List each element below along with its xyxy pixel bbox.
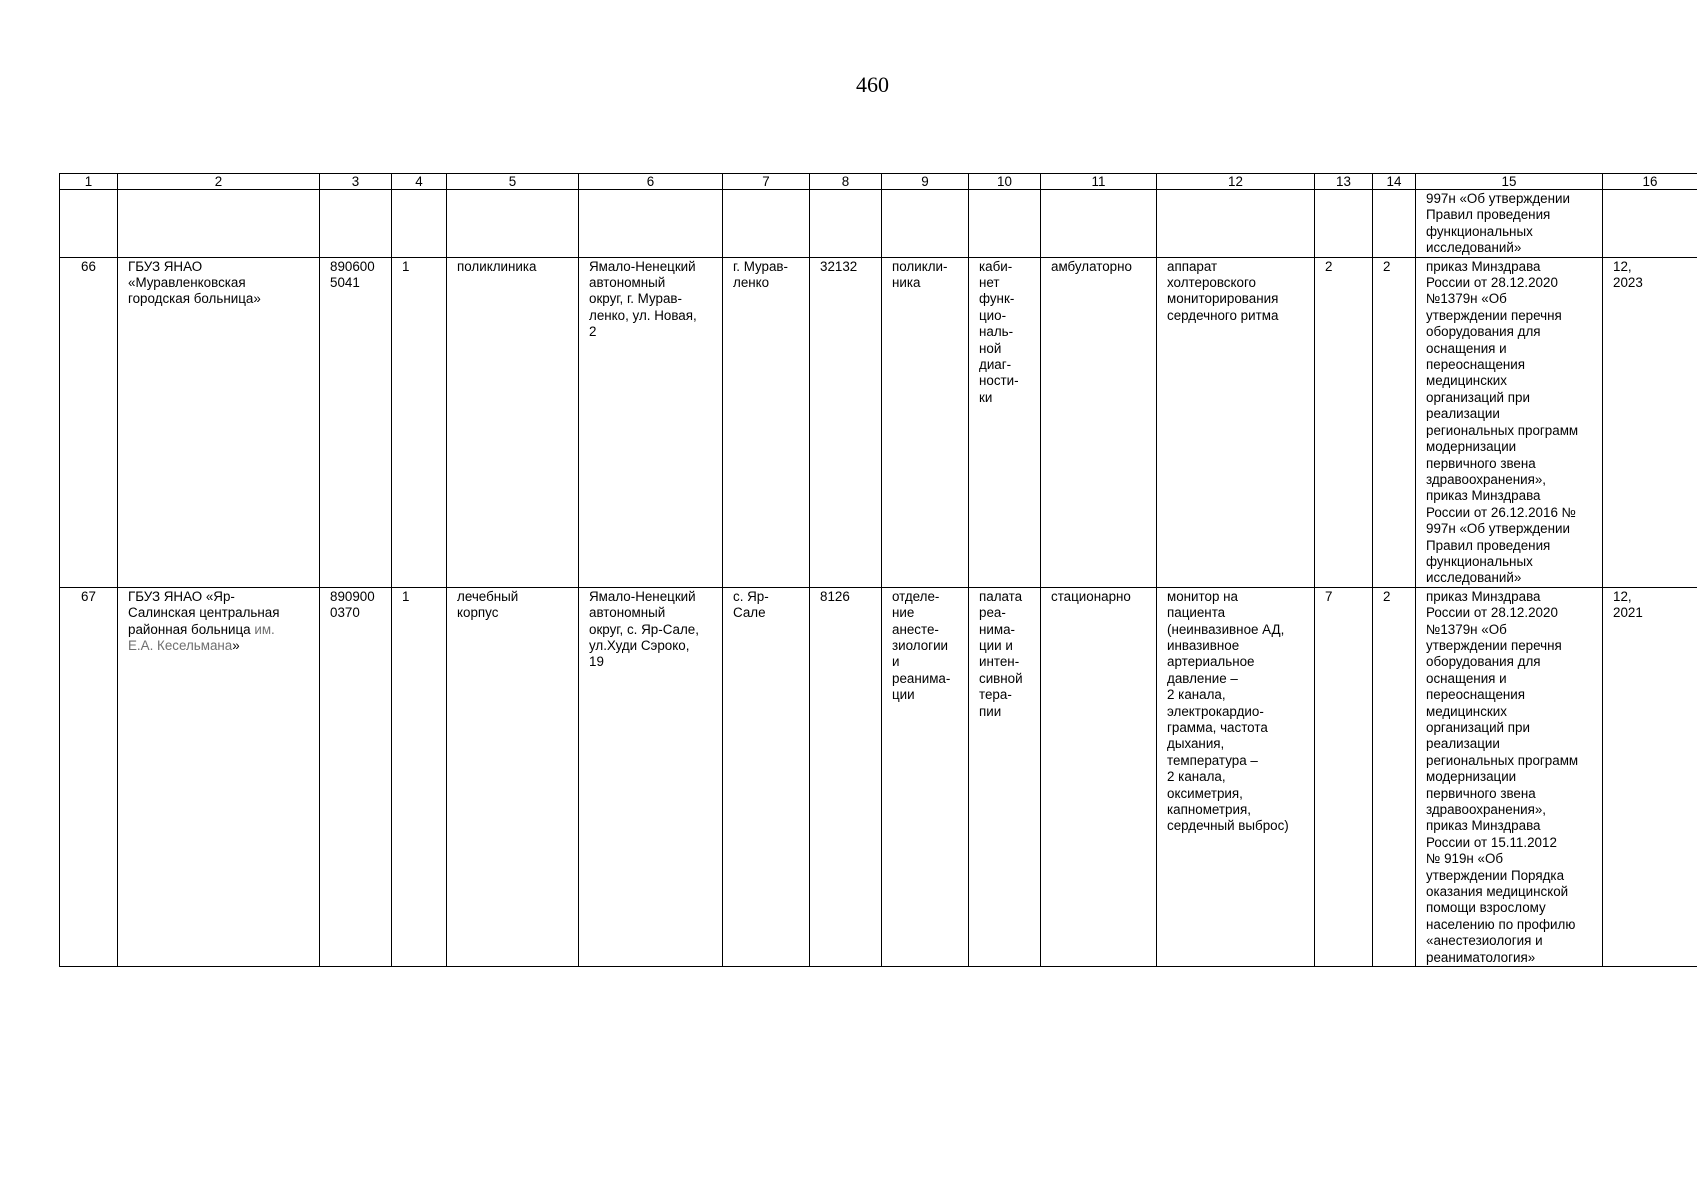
column-number: 13 [1315, 174, 1373, 190]
cell-empty [579, 190, 723, 258]
column-number: 3 [320, 174, 392, 190]
column-number: 15 [1416, 174, 1603, 190]
column-number: 12 [1157, 174, 1315, 190]
cell-empty [1157, 190, 1315, 258]
column-number: 5 [447, 174, 579, 190]
cell-empty [1041, 190, 1157, 258]
cell-empty [1603, 190, 1697, 258]
column-number: 8 [810, 174, 882, 190]
cell-room: палата реа- нима- ции и интен- сивной тера- пии [969, 587, 1041, 966]
cell-col16: 12, 2023 [1603, 257, 1697, 587]
cell-organization [118, 587, 320, 966]
cell-empty [969, 190, 1041, 258]
cell-col13: 7 [1315, 587, 1373, 966]
cell-code: 890900 0370 [320, 587, 392, 966]
cell-care-condition: стационарно [1041, 587, 1157, 966]
cell-empty [810, 190, 882, 258]
equipment-table [59, 173, 1697, 967]
column-number: 1 [60, 174, 118, 190]
column-number: 11 [1041, 174, 1157, 190]
cell-legal-basis: 997н «Об утверждении Правил проведения функциональных исследований» [1416, 190, 1603, 258]
cell-settlement: с. Яр- Сале [723, 587, 810, 966]
cell-empty [723, 190, 810, 258]
organization-name-end: » [232, 637, 240, 653]
cell-population: 8126 [810, 587, 882, 966]
cell-address: Ямало-Ненецкий автономный округ, г. Мурав- ленко, ул. Новая, 2 [579, 257, 723, 587]
cell-address: Ямало-Ненецкий автономный округ, с. Яр-Сале, ул.Худи Сэроко, 19 [579, 587, 723, 966]
cell-empty [1373, 190, 1416, 258]
column-number: 2 [118, 174, 320, 190]
cell-col4: 1 [392, 257, 447, 587]
cell-organization: ГБУЗ ЯНАО «Муравленковская городская больница» [118, 257, 320, 587]
cell-legal-basis: приказ Минздрава России от 28.12.2020 №1379н «Об утверждении перечня оборудования для оснащения и переоснащения медицинских организаций при реализации региональных программ модернизации первичного звена здравоохранения», приказ Минздрава России от 15.11.2012 № 919н «Об утверждении Порядка оказания медицинской помощи взрослому населению по профилю «анестезиология и реаниматология» [1416, 587, 1603, 966]
cell-col16: 12, 2021 [1603, 587, 1697, 966]
cell-empty [60, 190, 118, 258]
column-number: 14 [1373, 174, 1416, 190]
continuation-row [60, 190, 1697, 258]
cell-room: каби- нет функ- цио- наль- ной диаг- ности- ки [969, 257, 1041, 587]
column-number: 7 [723, 174, 810, 190]
cell-col14: 2 [1373, 587, 1416, 966]
cell-empty [882, 190, 969, 258]
cell-code: 890600 5041 [320, 257, 392, 587]
cell-legal-basis: приказ Минздрава России от 28.12.2020 №1379н «Об утверждении перечня оборудования для оснащения и переоснащения медицинских организаций при реализации региональных программ модернизации первичного звена здравоохранения», приказ Минздрава России от 26.12.2016 № 997н «Об утверждении Правил проведения функциональных исследований» [1416, 257, 1603, 587]
cell-unit: поликли- ника [882, 257, 969, 587]
cell-col4: 1 [392, 587, 447, 966]
column-number: 6 [579, 174, 723, 190]
cell-building: поликлиника [447, 257, 579, 587]
cell-col13: 2 [1315, 257, 1373, 587]
page-number: 460 [856, 72, 889, 97]
cell-equipment: монитор на пациента (неинвазивное АД, инвазивное артериальное давление – 2 канала, электрокардио- грамма, частота дыхания, температура – 2 канала, оксиметрия, капнометрия, сердечный выброс) [1157, 587, 1315, 966]
organization-namesake: им. Е.А. Кесельмана [128, 621, 275, 653]
cell-empty [118, 190, 320, 258]
cell-empty [320, 190, 392, 258]
cell-unit: отделе- ние анесте- зиологии и реанима- ции [882, 587, 969, 966]
cell-empty [447, 190, 579, 258]
cell-equipment: аппарат холтеровского мониторирования сердечного ритма [1157, 257, 1315, 587]
cell-row-number: 66 [60, 257, 118, 587]
cell-care-condition: амбулаторно [1041, 257, 1157, 587]
column-number: 10 [969, 174, 1041, 190]
cell-row-number: 67 [60, 587, 118, 966]
column-number-row [60, 174, 1697, 190]
table-row [60, 257, 1697, 587]
organization-name: ГБУЗ ЯНАО «Яр- Салинская центральная районная больница [128, 588, 280, 637]
cell-empty [1315, 190, 1373, 258]
cell-population: 32132 [810, 257, 882, 587]
column-number: 16 [1603, 174, 1697, 190]
table-row [60, 587, 1697, 966]
cell-col14: 2 [1373, 257, 1416, 587]
cell-settlement: г. Мурав- ленко [723, 257, 810, 587]
column-number: 4 [392, 174, 447, 190]
cell-building: лечебный корпус [447, 587, 579, 966]
cell-empty [392, 190, 447, 258]
column-number: 9 [882, 174, 969, 190]
